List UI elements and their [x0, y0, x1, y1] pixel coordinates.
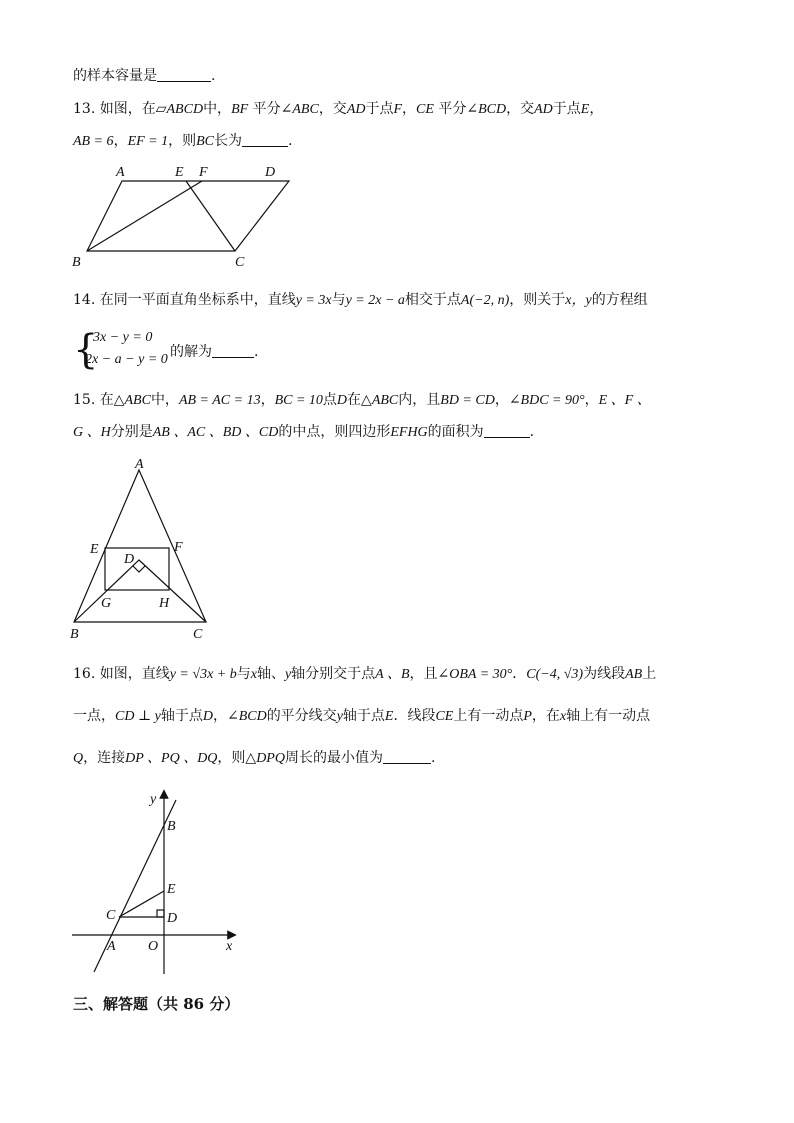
q16-l2k: ．线段 — [393, 708, 436, 724]
q13-ad: AD — [346, 102, 366, 117]
q13-t5: 于点 — [365, 101, 394, 117]
q15-label-d: D — [124, 552, 135, 567]
q15-t6: 内，且 — [398, 392, 441, 408]
q15-figure — [66, 452, 216, 644]
q13-t9: 于点 — [552, 101, 581, 117]
q16-l2j: E — [384, 709, 394, 724]
q15-gh: G 、H — [73, 425, 111, 440]
q14-brace: { — [73, 327, 99, 373]
q15-segments: AB 、AC 、BD 、CD — [152, 425, 279, 440]
q16-label-c: C — [106, 908, 116, 923]
q16-t4: 轴分别交于点 — [291, 666, 376, 682]
q16-pts: A 、B — [375, 667, 410, 682]
q14-end: . — [254, 344, 259, 360]
q16-label-b: B — [167, 819, 176, 834]
q15-line2 — [73, 422, 534, 443]
q13-bc: BC — [196, 134, 215, 149]
q14-t6: 的解为 — [170, 344, 212, 360]
q12-tail — [73, 66, 215, 86]
q16-l3d: ，则 — [217, 750, 246, 766]
q16-t5: ，且 — [409, 666, 438, 682]
q16-label-a: A — [107, 939, 116, 954]
q16-l2a: 一点， — [73, 708, 115, 724]
q13-t12: ，则 — [168, 133, 197, 149]
q16-l3c: DP 、PQ 、DQ — [125, 751, 218, 766]
q14-eq1: y = 3x — [295, 293, 332, 308]
q15-c4: ∠BDC = 90° — [508, 393, 585, 408]
q16-l2f: BCD — [238, 709, 267, 724]
q15-t7: ， — [494, 392, 509, 408]
q15-right-angle — [133, 566, 145, 572]
q13-label-f: F — [199, 165, 208, 180]
q13-ef1: EF = 1 — [127, 134, 169, 149]
q16-t2: 与 — [236, 666, 251, 682]
q13-t2: 中， — [203, 101, 232, 117]
q16-l2c: 轴于点 — [160, 708, 203, 724]
q16-t7: 为线段 — [583, 666, 626, 682]
q13-e: E — [580, 102, 590, 117]
q14-t2: 与 — [331, 292, 346, 308]
q15-l2d: 的中点，则四边形 — [278, 424, 391, 440]
q16-l2q: 轴上有一动点 — [566, 708, 651, 724]
q15-t1: 在 — [99, 392, 114, 408]
q15-tri2: △ABC — [361, 393, 399, 408]
q16-point-c: C(−4, √3) — [526, 667, 584, 682]
q15-end: . — [529, 424, 535, 440]
q15-label-g: G — [101, 596, 112, 611]
q14-number: 14. — [73, 292, 96, 308]
q14-blank — [212, 343, 254, 358]
q16-l2n: P — [523, 709, 532, 724]
q13-t4: ，交 — [318, 101, 347, 117]
q14-t1: 在同一平面直角坐标系中，直线 — [99, 292, 296, 308]
q13-figure — [66, 160, 296, 272]
q13-bf: BF — [231, 102, 249, 117]
q15-line1 — [73, 390, 651, 411]
q13-abc: ABC — [292, 102, 319, 117]
q13-t3: 平分∠ — [248, 101, 293, 117]
q15-bdc — [74, 560, 206, 622]
q15-c2: BC = 10 — [274, 393, 323, 408]
q16-label-x: x — [226, 939, 233, 954]
q15-efhg: EFHG — [390, 425, 428, 440]
parallelogram-symbol: ▱ — [155, 101, 167, 117]
q14-line2 — [170, 342, 258, 362]
q16-line2 — [73, 706, 650, 727]
q13-label-e: E — [175, 165, 184, 180]
q13-number: 13. — [73, 101, 96, 117]
q15-t8: ， — [584, 392, 599, 408]
q13-t7: 平分∠ — [433, 101, 479, 117]
q14-equation-system — [73, 328, 173, 372]
q15-t5: 在 — [347, 392, 362, 408]
q16-ab: AB — [625, 667, 643, 682]
q14-sys-eq2: 2x − a − y = 0 — [85, 352, 168, 367]
q15-c3: BD = CD — [440, 393, 495, 408]
q16-line3 — [73, 748, 435, 769]
q16-t6: ． — [512, 666, 527, 682]
q16-eq: y = √3x + b — [169, 667, 237, 682]
q13-line2 — [73, 131, 292, 152]
q12-text: 的样本容量是 — [73, 68, 157, 84]
q13-label-c: C — [235, 255, 245, 270]
q16-label-d: D — [167, 911, 178, 926]
q13-line1 — [73, 99, 603, 120]
q15-label-b: B — [70, 627, 79, 642]
q15-tri: △ABC — [113, 393, 151, 408]
q13-ab6: AB = 6 — [73, 134, 114, 149]
q16-blank — [383, 749, 431, 764]
q12-blank — [157, 67, 211, 82]
q16-l2o: ，在 — [531, 708, 560, 724]
q16-l3f: 周长的最小值为 — [284, 750, 383, 766]
q15-t2: 中， — [150, 392, 179, 408]
q16-x: x — [250, 667, 257, 682]
q13-blank — [242, 132, 288, 147]
q14-eq2: y = 2x − a — [345, 293, 405, 308]
q15-label-c: C — [193, 627, 203, 642]
q16-l3e: △DPQ — [245, 751, 285, 766]
q16-right-angle — [157, 910, 164, 917]
q15-t4: 点 — [322, 392, 337, 408]
q16-l2l: CE — [435, 709, 454, 724]
q14-sys-eq1: 3x − y = 0 — [93, 330, 153, 345]
q16-label-e: E — [167, 882, 176, 897]
q13-label-d: D — [265, 165, 276, 180]
q16-l2g: 的平分线交 — [266, 708, 337, 724]
q13-t6: ， — [402, 101, 417, 117]
q16-line1 — [73, 664, 656, 685]
q15-t3: ， — [260, 392, 275, 408]
q14-vars: x，y — [565, 293, 592, 308]
q15-ef: E 、F 、 — [598, 393, 651, 408]
q13-segment-ce — [186, 181, 235, 251]
q16-angle: ∠OBA = 30° — [437, 667, 513, 682]
q14-line1 — [73, 290, 648, 311]
q16-label-y: y — [150, 792, 157, 807]
q13-ad2: AD — [534, 102, 553, 117]
q16-l2d: D — [202, 709, 213, 724]
q15-l2b: 分别是 — [110, 424, 153, 440]
q16-end: . — [430, 750, 436, 766]
q16-figure — [66, 784, 246, 978]
q15-label-a: A — [135, 457, 144, 472]
q15-label-f: F — [174, 540, 183, 555]
q15-label-e: E — [90, 542, 99, 557]
q13-ce: CE — [416, 102, 434, 117]
q13-t10: ， — [589, 101, 604, 117]
q15-c1: AB = AC = 13 — [178, 393, 261, 408]
q13-t11: ， — [113, 133, 128, 149]
q14-t4: ，则关于 — [509, 292, 566, 308]
q16-l2m: 上有一动点 — [453, 708, 524, 724]
q15-l2f: 的面积为 — [427, 424, 484, 440]
q15-label-h: H — [159, 596, 170, 611]
q16-l3b: ，连接 — [83, 750, 126, 766]
q13-t13: 长为 — [214, 133, 243, 149]
q16-y: y — [284, 667, 292, 682]
q16-t8: 上 — [642, 666, 657, 682]
q16-label-o: O — [148, 939, 159, 954]
section-heading: 三、解答题（共 86 分） — [73, 995, 240, 1013]
q13-end: . — [288, 133, 293, 149]
q14-t5: 的方程组 — [591, 292, 648, 308]
q15-number: 15. — [73, 392, 96, 408]
q12-end: . — [211, 68, 216, 84]
q14-t3: 相交于点 — [404, 292, 461, 308]
q16-number: 16. — [73, 666, 96, 682]
q16-t3: 轴、 — [256, 666, 285, 682]
q16-l2h: y — [336, 709, 343, 724]
q13-label-a: A — [116, 165, 125, 180]
q16-t1: 如图，直线 — [99, 666, 170, 682]
q13-t8: ，交 — [506, 101, 535, 117]
q16-l2b: CD ⊥ y — [115, 709, 161, 724]
q16-l2p: x — [559, 709, 567, 724]
q16-l2i: 轴于点 — [342, 708, 385, 724]
q13-parallelogram — [87, 181, 289, 251]
q16-l2e: ，∠ — [212, 708, 239, 724]
q13-f: F — [393, 102, 403, 117]
q15-blank — [484, 423, 530, 438]
q14-point: A(−2, n) — [460, 293, 510, 308]
q15-d: D — [336, 393, 348, 408]
q13-label-b: B — [72, 255, 81, 270]
q13-t1: 如图，在 — [99, 101, 156, 117]
q13-shape: ABCD — [166, 102, 204, 117]
q16-l3a: Q — [73, 751, 84, 766]
q13-bcd: BCD — [478, 102, 507, 117]
